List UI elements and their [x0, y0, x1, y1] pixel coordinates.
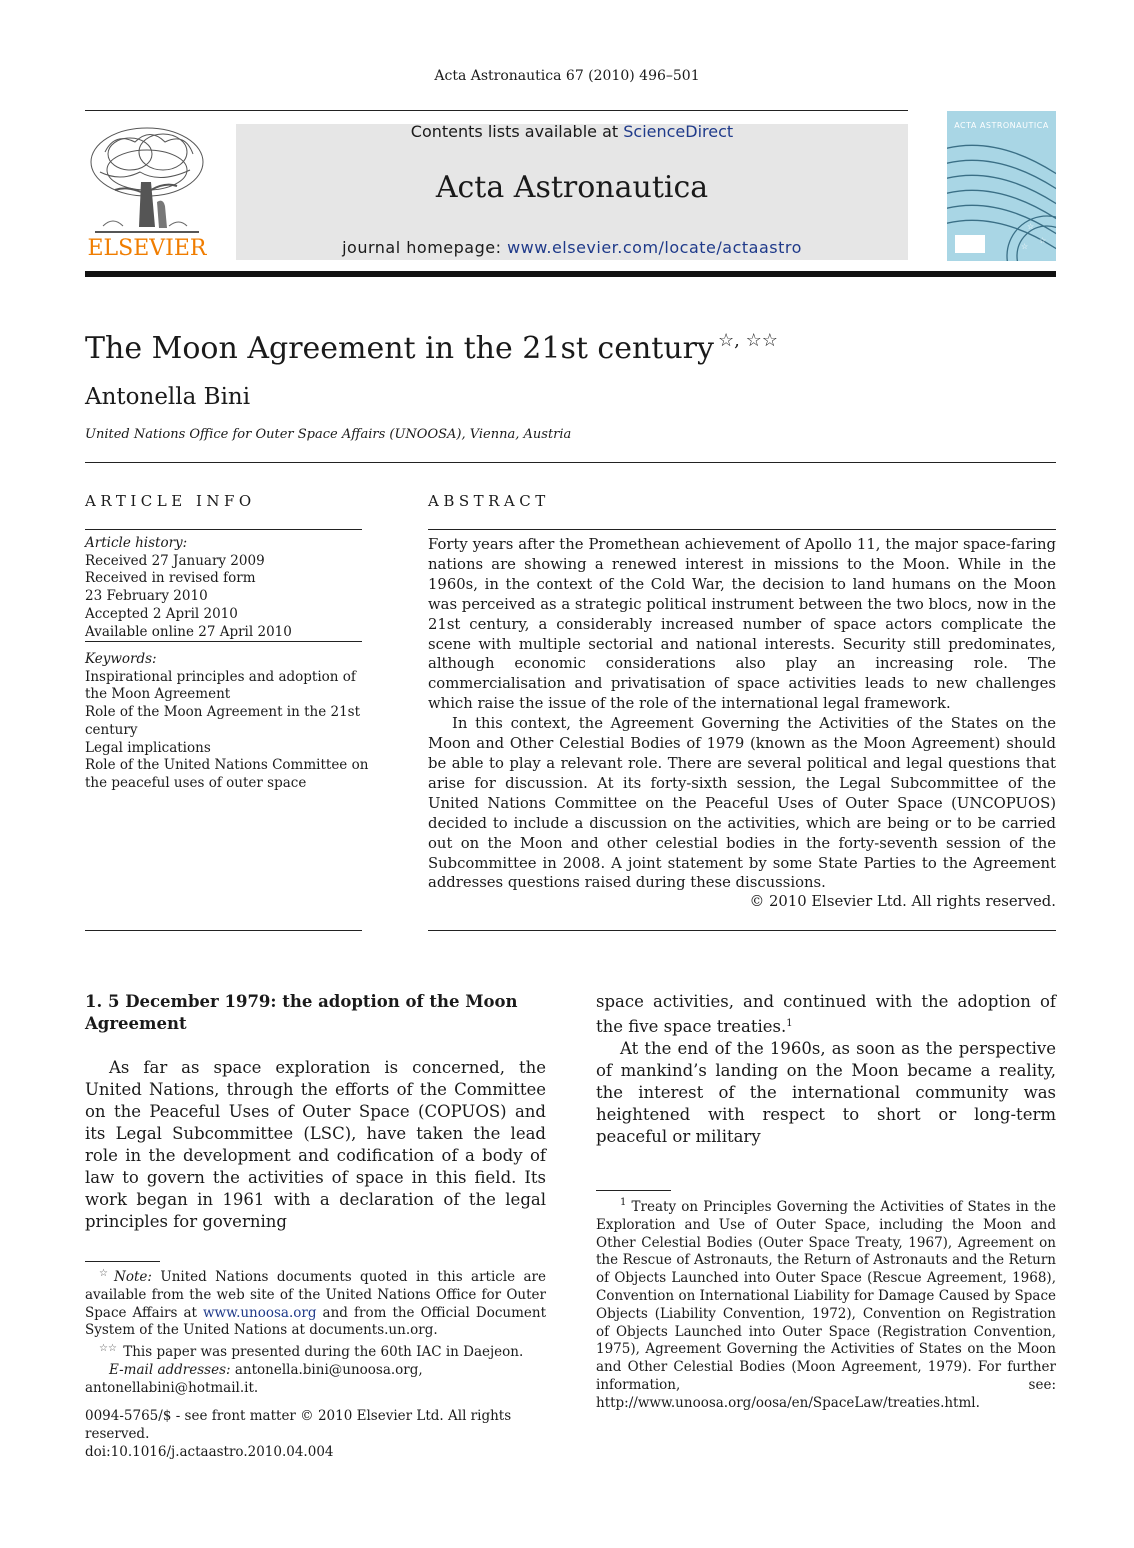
article-info-heading: ARTICLE INFO: [85, 492, 256, 510]
doi-line[interactable]: doi:10.1016/j.actaastro.2010.04.004: [85, 1444, 334, 1460]
footnotes-left: [85, 1265, 546, 1398]
body-column-right: [596, 991, 1056, 1148]
footnote-1-text: Treaty on Principles Governing the Activities of States in the Exploration and Use of Outer Space, including the Moon and Other Celestial Bodies (Outer Space Treaty, 1967), Agreement on the Rescue of Astronauts, the Return of Astronauts and the Return of Objects Launched into Outer Space (Rescue Agreement, 1968), Convention on International Liability for Damage Caused by Space Objects (Liability Convention, 1972), Convention on Registration of Objects Launched into Outer Space (Registration Convention, 1975), Agreement Governing the Activities of States on the Moon and Other Celestial Bodies (Moon Agreement, 1979). For further information, see: http://www.unoosa.org/oosa/en/SpaceLaw/treaties.html.: [596, 1199, 1056, 1411]
history-item: 23 February 2010: [85, 588, 208, 605]
contents-prefix: Contents lists available at: [410, 122, 624, 141]
info-rule-bottom: [85, 930, 362, 931]
email-address-2[interactable]: antonellabini@hotmail.it.: [85, 1379, 259, 1396]
contents-line: [236, 122, 908, 141]
article-title-text: The Moon Agreement in the 21st century: [85, 331, 714, 366]
email-label: E-mail addresses:: [109, 1361, 231, 1378]
journal-reference: Acta Astronautica 67 (2010) 496–501: [434, 68, 700, 84]
body-paragraph-text: space activities, and continued with the adoption of the five space treaties.: [596, 992, 1056, 1036]
article-title: [85, 330, 778, 366]
publisher-wordmark: ELSEVIER: [87, 236, 207, 261]
issn-line: 0094-5765/$ - see front matter © 2010 Elsevier Ltd. All rights reserved.: [85, 1408, 512, 1442]
double-star-footnote-mark: ☆☆: [99, 1343, 117, 1355]
keyword-item: Role of the United Nations Committee on the peaceful uses of outer space: [85, 757, 369, 791]
star-footnote-mark: ☆: [99, 1268, 113, 1279]
footnote-iac: [85, 1340, 546, 1362]
header-rule: [85, 110, 908, 111]
article-history: [85, 535, 362, 641]
homepage-prefix: journal homepage:: [342, 238, 508, 257]
unoosa-link[interactable]: www.unoosa.org: [203, 1304, 317, 1321]
email-line: [85, 1362, 546, 1380]
keyword-item: Legal implications: [85, 739, 211, 756]
body-paragraph: At the end of the 1960s, as soon as the perspective of mankind’s landing on the Moon became a reality, the interest of the international community was heightened with respect to short or long-term peaceful or military: [596, 1039, 1056, 1146]
history-item: Accepted 2 April 2010: [85, 605, 238, 622]
history-item: Received in revised form: [85, 570, 256, 587]
svg-text:☆: ☆: [1027, 222, 1035, 231]
note-text: United Nations documents quoted in this article are available from the web site of the United Nations Office for Outer Space Affairs at: [85, 1269, 547, 1321]
homepage-link[interactable]: www.elsevier.com/locate/actaastro: [507, 238, 802, 257]
footnote-ref[interactable]: 1: [786, 1018, 793, 1029]
section-heading: 1. 5 December 1979: the adoption of the Moon Agreement: [85, 992, 518, 1033]
svg-text:☆: ☆: [1021, 242, 1029, 251]
cover-art-icon: [947, 111, 1056, 261]
body-paragraph: [596, 991, 1056, 1038]
svg-text:☆: ☆: [1039, 236, 1047, 245]
abstract-rule-top: [428, 529, 1056, 530]
publisher-logo[interactable]: [85, 122, 209, 262]
title-footnote-marks[interactable]: ☆, ☆☆: [717, 330, 778, 351]
footnote-rule-right: [596, 1190, 671, 1191]
keywords: [85, 651, 370, 793]
footnote-note: [85, 1265, 546, 1340]
journal-cover-thumbnail[interactable]: [947, 111, 1056, 261]
journal-name: Acta Astronautica: [435, 170, 709, 205]
author-name: Antonella Bini: [85, 384, 251, 410]
abstract-paragraph: In this context, the Agreement Governing the Activities of the States on the Moon and Other Celestial Bodies of 1979 (known as the Moon Agreement) should be able to play a relevant role. There are several political and legal questions that arise for discussion. At its forty-sixth session, the Legal Subcommittee of the United Nations Committee on the Peaceful Uses of Outer Space (UNCOPUOS) decided to include a discussion on the activities, which are being or to be carried out on the Moon and other celestial bodies in the forty-seventh session of the Subcommittee in 2008. A joint statement by some State Parties to the Agreement addresses questions raised during these discussions.: [428, 715, 1056, 892]
history-item: Available online 27 April 2010: [85, 623, 292, 640]
email-address[interactable]: antonella.bini@unoosa.org,: [230, 1361, 423, 1378]
info-rule-mid: [85, 641, 362, 642]
footnote-1: [596, 1194, 1056, 1413]
header-thick-rule: [85, 271, 1056, 277]
info-rule-top: [85, 529, 362, 530]
front-matter: [85, 1407, 555, 1461]
title-rule: [85, 462, 1056, 463]
history-item: Received 27 January 2009: [85, 552, 265, 569]
abstract-rule-bottom: [428, 930, 1056, 931]
abstract-paragraph: Forty years after the Promethean achievement of Apollo 11, the major space-faring nations are showing a renewed interest in missions to the Moon. While in the 1960s, in the context of the Cold War, the decision to land humans on the Moon was perceived as a strategic political instrument between the two blocs, now in the 21st century, a considerably increased number of space actors complicate the scene with multiple sectorial and national interests. Security still predominates, although economic considerations also play an increasing role. The commercialisation and privatisation of space activities leads to new challenges which raise the issue of the role of the international legal framework.: [428, 536, 1056, 713]
homepage-line: [236, 238, 908, 257]
keyword-item: Inspirational principles and adoption of the Moon Agreement: [85, 668, 356, 703]
iac-text: This paper was presented during the 60th IAC in Daejeon.: [123, 1344, 524, 1361]
abstract-copyright: © 2010 Elsevier Ltd. All rights reserved.: [749, 893, 1056, 910]
footnote-rule-left: [85, 1261, 160, 1262]
note-label: Note:: [114, 1269, 152, 1285]
keywords-label: Keywords:: [85, 651, 157, 667]
note-text: and from the Official Document System of the United Nations at documents.un.org.: [85, 1304, 547, 1339]
abstract-body: [428, 535, 1056, 893]
cover-title: ACTA ASTRONAUTICA: [954, 121, 1049, 130]
author-affiliation: United Nations Office for Outer Space Affairs (UNOOSA), Vienna, Austria: [85, 427, 572, 442]
body-paragraph-left: As far as space exploration is concerned, the United Nations, through the efforts of the Committee on the Peaceful Uses of Outer Space (COPUOS) and its Legal Subcommittee (LSC), have taken the lead role in the development and codification of a body of law to govern the activities of space in this field. Its work began in 1961 with a declaration of the legal principles for governing: [85, 1058, 546, 1231]
footnote-number: 1: [620, 1197, 627, 1208]
keyword-item: Role of the Moon Agreement in the 21st century: [85, 704, 361, 738]
sciencedirect-link[interactable]: ScienceDirect: [623, 122, 734, 141]
history-label: Article history:: [85, 535, 188, 551]
abstract-heading: ABSTRACT: [428, 492, 550, 510]
